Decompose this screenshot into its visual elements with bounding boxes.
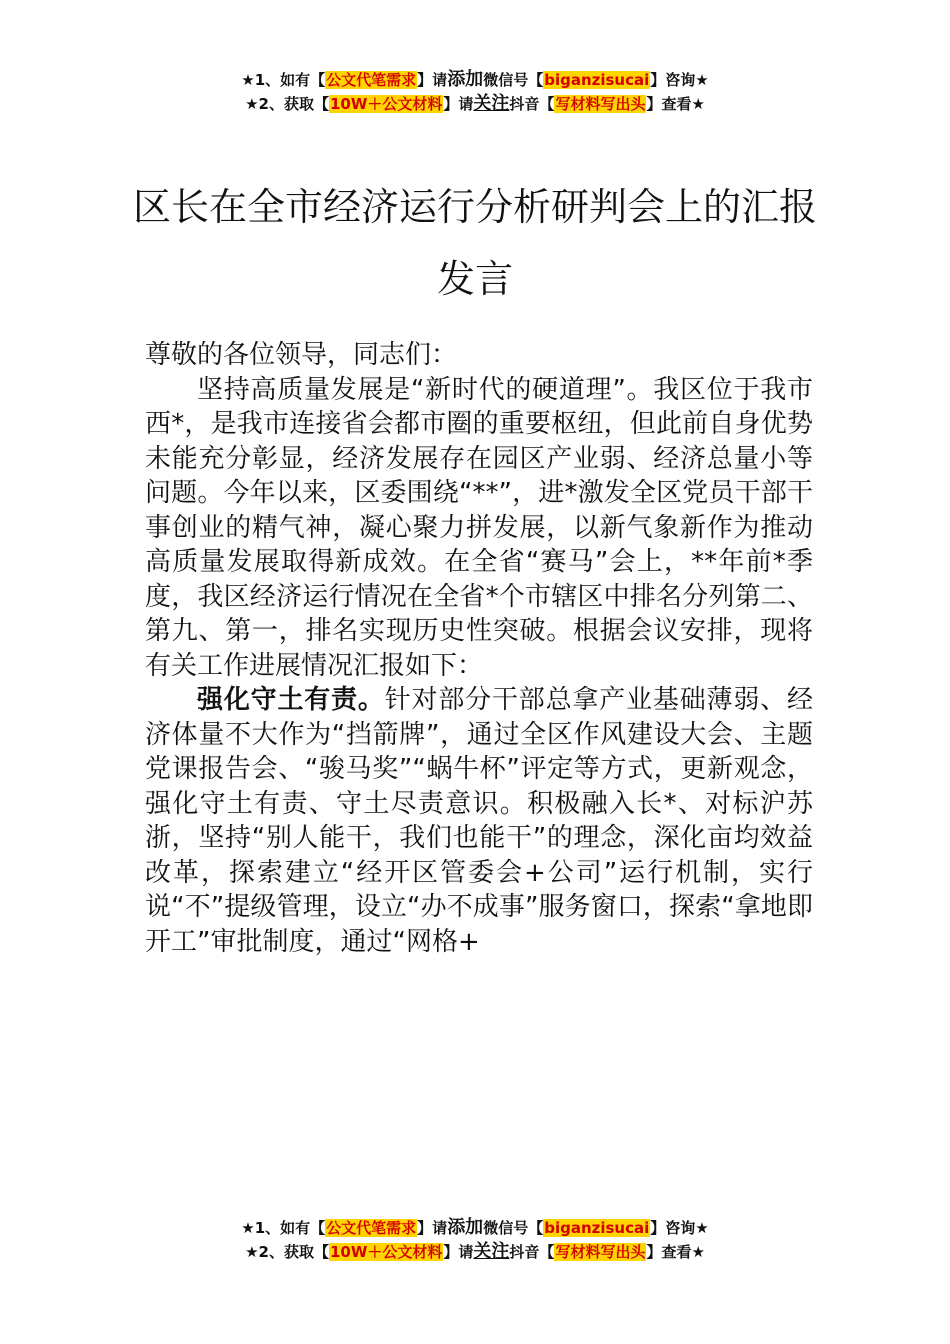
document-body [145,338,813,959]
banner-text: 添加 [447,1217,484,1238]
highlight-wechat-id: biganzisucai [544,1219,650,1237]
banner-text: 】咨询★ [650,71,709,89]
banner-text: 抖音【 [509,1243,555,1261]
banner-text: ★1、如有【 [241,71,326,89]
banner-text: 关注 [473,1241,510,1262]
banner-text: 】查看★ [646,1243,705,1261]
banner-line-2 [0,1240,950,1264]
paragraph-2-heading: 强化守土有责。 [197,685,385,715]
banner-text: ★2、获取【 [245,1243,329,1261]
document-title-line-2: 发言 [436,257,513,301]
banner-text: 】请 [443,1243,474,1261]
highlight-materials: 10W＋公文材料 [329,1243,443,1261]
banner-text: 添加 [447,69,484,90]
banner-text: 】请 [417,1219,448,1237]
highlight-douyin: 写材料写出头 [555,1243,646,1261]
banner-line-1 [0,1216,950,1240]
highlight-materials: 10W＋公文材料 [329,95,443,113]
banner-text: ★1、如有【 [241,1219,326,1237]
top-banner [0,68,950,116]
bottom-banner [0,1216,950,1264]
banner-text: 】查看★ [646,95,705,113]
banner-text: 】咨询★ [650,1219,709,1237]
highlight-service: 公文代笔需求 [326,71,417,89]
banner-text: 】请 [417,71,448,89]
banner-text: 微信号【 [483,1219,544,1237]
highlight-service: 公文代笔需求 [326,1219,417,1237]
banner-text: 关注 [473,93,510,114]
paragraph-2 [145,683,813,959]
banner-text: ★2、获取【 [245,95,329,113]
paragraph-1: 坚持高质量发展是“新时代的硬道理”。我区位于我市西*，是我市连接省会都市圈的重要枢纽，但此前自身优势未能充分彰显，经济发展存在园区产业弱、经济总量小等问题。今年以来，区委围绕“**”，进*激发全区党员干部干事创业的精气神，凝心聚力拼发展，以新气象新作为推动高质量发展取得新成效。在全省“赛马”会上，**年前*季度，我区经济运行情况在全省*个市辖区中排名分列第二、第九、第一，排名实现历史性突破。根据会议安排，现将有关工作进展情况汇报如下： [145,374,813,681]
highlight-douyin: 写材料写出头 [555,95,646,113]
paragraph-2-body: 针对部分干部总拿产业基础薄弱、经济体量不大作为“挡箭牌”，通过全区作风建设大会、主题党课报告会、“骏马奖”“蜗牛杯”评定等方式，更新观念，强化守土有责、守土尽责意识。积极融入长*、对标沪苏浙，坚持“别人能干，我们也能干”的理念，深化亩均效益改革，探索建立“经开区管委会+公司”运行机制，实行说“不”提级管理，设立“办不成事”服务窗口，探索“拿地即开工”审批制度，通过“网格+ [145,685,813,957]
banner-text: 抖音【 [509,95,555,113]
banner-line-1 [0,68,950,92]
highlight-wechat-id: biganzisucai [544,71,650,89]
document-title-line-1: 区长在全市经济运行分析研判会上的汇报 [132,185,817,229]
salutation: 尊敬的各位领导，同志们： [145,340,458,370]
banner-line-2 [0,92,950,116]
banner-text: 微信号【 [483,71,544,89]
banner-text: 】请 [443,95,474,113]
